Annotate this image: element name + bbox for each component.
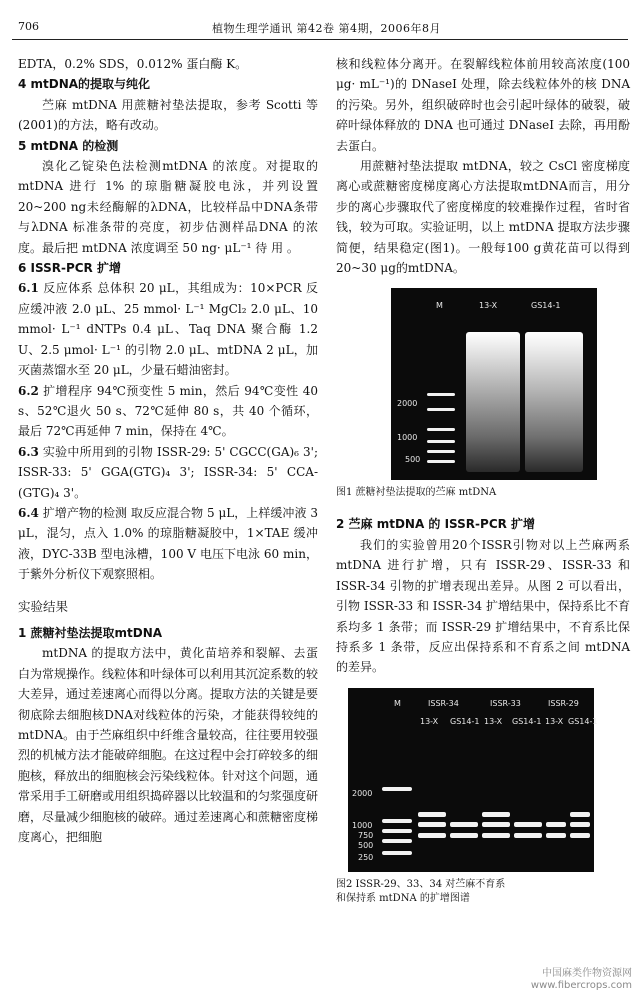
marker-label: 250 bbox=[358, 852, 374, 862]
pcr-band bbox=[450, 833, 478, 838]
lane-label: GS14-1 bbox=[450, 716, 480, 726]
marker-band bbox=[427, 460, 455, 463]
paragraph: 我们的实验曾用20个ISSR引物对以上苎麻两系 mtDNA 进行扩增，只有 ISSR-29、ISSR-33 和 ISSR-34 引物的扩增表现出差异。从图 2 可以看出，引物 ISSR-33 和 ISSR-34 扩增结果中，保持系比不育系均多 1 条带；而 ISSR-29 扩增结果中，不育系比保持系多 1 条带，反应出保持系和不育系之间 mtDNA 的差异。 bbox=[336, 537, 630, 675]
primer-label: ISSR-29 bbox=[548, 698, 579, 708]
subsection-number: 6.2 bbox=[18, 383, 39, 398]
lane-label: M bbox=[394, 698, 401, 708]
paragraph: mtDNA 的提取方法中，黄化苗培养和裂解、去蛋白为常规操作。线粒体和叶绿体可以利用其沉淀系数的较大差异，通过差速离心而得以分离。提取方法的关键是要彻底除去细胞核DNA对线粒体的污染，才能获得较纯的 mtDNA。由于苎麻组织中纤维含量较高，往往要用较强烈的机械方法才能破碎细胞。在这过程中会打碎较多的细胞核，释放出的细胞核会污染线粒体。针对这个问题，通常采用手工研磨或用组织捣碎器以比较温和的匀浆强度研磨，尽量减少细胞核的破碎。通过差速离心和蔗糖密度梯度离心，把细胞 bbox=[18, 646, 319, 845]
caption-line: 和保持系 mtDNA 的扩增图谱 bbox=[336, 892, 470, 904]
marker-band bbox=[382, 829, 412, 833]
paragraph bbox=[18, 442, 318, 503]
marker-band bbox=[382, 851, 412, 855]
pcr-band bbox=[482, 833, 510, 838]
right-column bbox=[336, 54, 630, 906]
marker-label: 1000 bbox=[397, 433, 418, 443]
lane-label: GS14-1 bbox=[512, 716, 542, 726]
pcr-band bbox=[514, 833, 542, 838]
subsection-number: 6.3 bbox=[18, 444, 39, 459]
pcr-band bbox=[418, 812, 446, 817]
lane-label: 13-X bbox=[420, 716, 439, 726]
marker-label: 500 bbox=[358, 840, 374, 850]
marker-band bbox=[382, 787, 412, 791]
paragraph: EDTA，0.2% SDS，0.012% 蛋白酶 K。 bbox=[18, 57, 248, 71]
primer-label: ISSR-34 bbox=[428, 698, 459, 708]
subsection-text: 反应体系 总体积 20 μL，其组成为：10×PCR 反应缓冲液 2.0 μL、25 mmol· L⁻¹ MgCl₂ 2.0 μL、10 mmol· L⁻¹ dNTPs 0.4 μL、Taq DNA 聚合酶 1.2 U、2.5 μmol· L⁻¹ 的引物 2.0 μL、mtDNA 2 μL，加灭菌蒸馏水至 20 μL，少量石蜡油密封。 bbox=[18, 281, 318, 378]
lane-label: 13-X bbox=[479, 301, 498, 311]
paragraph: 苎麻 mtDNA 用蔗糖衬垫法提取，参考 Scotti 等(2001)的方法，略有改动。 bbox=[18, 97, 318, 133]
lane-label: 13-X bbox=[484, 716, 503, 726]
figure-1-caption: 图1 蔗糖衬垫法提取的苎麻 mtDNA bbox=[336, 487, 497, 499]
pcr-band bbox=[418, 822, 446, 827]
section-heading: 4 mtDNA的提取与纯化 bbox=[18, 77, 151, 92]
pcr-band bbox=[546, 822, 566, 827]
lane-label: M bbox=[436, 301, 443, 311]
page-header bbox=[12, 10, 628, 40]
paragraph bbox=[18, 503, 318, 585]
caption-line: 图2 ISSR-29、33、34 对苎麻不育系 bbox=[336, 878, 506, 890]
pcr-band bbox=[546, 833, 566, 838]
pcr-band bbox=[482, 812, 510, 817]
marker-band bbox=[427, 440, 455, 443]
dna-smear bbox=[525, 332, 583, 472]
marker-band bbox=[427, 393, 455, 396]
section-heading: 6 ISSR-PCR 扩增 bbox=[18, 261, 121, 276]
paragraph bbox=[18, 381, 318, 442]
marker-label: 1000 bbox=[352, 820, 373, 830]
figure-2-gel-image bbox=[348, 688, 598, 872]
paragraph: 溴化乙锭染色法检测mtDNA 的浓度。对提取的 mtDNA 进行 1% 的琼脂糖凝胶电泳，并列设置20~200 ng未经酶解的λDNA，比较样品中DNA条带与λDNA 标准条带的亮度，初步估测样品DNA 的浓度。最后把 mtDNA 浓度调至 50 ng· μL⁻¹ 待 用 。 bbox=[18, 159, 318, 255]
paragraph bbox=[18, 278, 318, 380]
pcr-band bbox=[570, 822, 590, 827]
left-column bbox=[18, 54, 318, 847]
pcr-band bbox=[570, 833, 590, 838]
watermark-line: www.fibercrops.com bbox=[530, 980, 632, 991]
results-title: 实验结果 bbox=[18, 598, 69, 614]
lane-label: GS14-1 bbox=[568, 716, 598, 726]
marker-band bbox=[382, 819, 412, 823]
paragraph: 用蔗糖衬垫法提取 mtDNA，较之 CsCl 密度梯度离心或蔗糖密度梯度离心方法提取mtDNA而言，用分步的离心步骤取代了密度梯度的较难操作过程，省时省钱，较为可取。实验证明，以上 mtDNA 提取方法步骤简便，结果稳定(图1)。一般每100 g黄花苗可以得到20~30 μg的mtDNA。 bbox=[336, 159, 630, 276]
pcr-band bbox=[570, 812, 590, 817]
marker-label: 500 bbox=[405, 455, 421, 465]
marker-label: 2000 bbox=[352, 788, 373, 798]
subsection-text: 实验中所用到的引物 ISSR-29: 5' CGCC(GA)₆ 3'; ISSR-33: 5' GGA(GTG)₄ 3'; ISSR-34: 5' CCA-(GTG)₄ 3'。 bbox=[18, 444, 318, 500]
marker-band bbox=[382, 839, 412, 843]
figure-2-caption bbox=[336, 878, 630, 906]
subsection-text: 扩增程序 94℃预变性 5 min，然后 94℃变性 40 s、52℃退火 50 s、72℃延伸 80 s，共 40 个循环，最后 72℃再延伸 7 min，保持在 4℃。 bbox=[18, 383, 318, 439]
section-heading: 5 mtDNA 的检测 bbox=[18, 138, 119, 153]
watermark-line: 中国麻类作物资源网 bbox=[542, 968, 632, 979]
dna-smear bbox=[466, 332, 520, 472]
subsection-text: 扩增产物的检测 取反应混合物 5 μL，上样缓冲液 3 μL，混匀，点入 1.0% 的琼脂糖凝胶中，1×TAE 缓冲液，DYC-33B 型电泳槽，100 V 电压下电泳 60 min，于紫外分析仪下观察照相。 bbox=[18, 505, 318, 582]
lane-label: GS14-1 bbox=[531, 301, 561, 311]
subsection-number: 6.1 bbox=[18, 281, 39, 296]
lane-label: 13-X bbox=[545, 716, 564, 726]
section-heading: 1 蔗糖衬垫法提取mtDNA bbox=[18, 625, 163, 640]
watermark bbox=[531, 968, 632, 992]
section-heading: 2 苎麻 mtDNA 的 ISSR-PCR 扩增 bbox=[336, 517, 536, 532]
primer-label: ISSR-33 bbox=[490, 698, 521, 708]
marker-band bbox=[427, 428, 455, 431]
subsection-number: 6.4 bbox=[18, 505, 39, 520]
pcr-band bbox=[418, 833, 446, 838]
pcr-band bbox=[482, 822, 510, 827]
marker-label: 2000 bbox=[397, 399, 418, 409]
pcr-band bbox=[450, 822, 478, 827]
marker-band bbox=[427, 408, 455, 411]
page-number: 706 bbox=[18, 20, 39, 33]
pcr-band bbox=[514, 822, 542, 827]
marker-label: 750 bbox=[358, 830, 374, 840]
paragraph: 核和线粒体分离开。在裂解线粒体前用较高浓度(100 μg· mL⁻¹)的 DNaseI 处理，除去线粒体外的核 DNA 的污染。另外，组织破碎时也会引起叶绿体的破裂，破碎叶绿体释放的 DNA 也可通过 DNaseI 去除，再用酚去蛋白。 bbox=[336, 57, 630, 153]
journal-title: 植物生理学通讯 第42卷 第4期，2006年8月 bbox=[212, 22, 441, 35]
marker-band bbox=[427, 450, 455, 453]
figure-1-gel-image bbox=[391, 288, 597, 480]
